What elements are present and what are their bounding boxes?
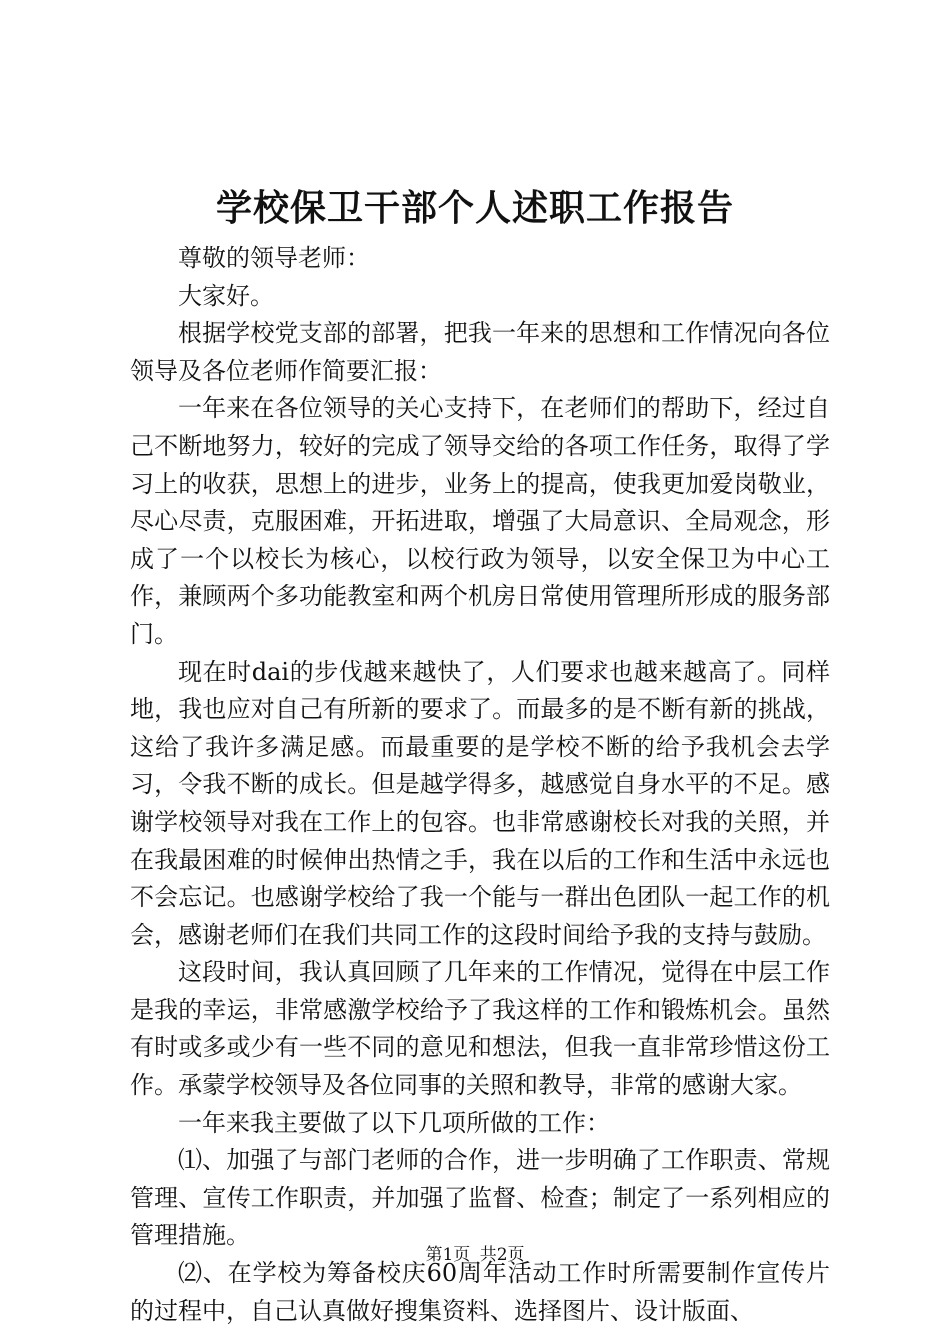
paragraph-review: 这段时间，我认真回顾了几年来的工作情况，觉得在中层工作是我的幸运，非常感激学校给予了我这样的工作和锻炼机会。虽然有时或多或少有一些不同的意见和想法，但我一直非常珍惜这份工作。承蒙学校领导及各位同事的关照和教导，非常的感谢大家。 [130, 958, 830, 1100]
salutation: 尊敬的领导老师： [178, 244, 370, 272]
list-item-2: ⑵、在学校为筹备校庆60周年活动工作时所需要制作宣传片的过程中，自己认真做好搜集资料、选择图片、设计版面、 [130, 1259, 830, 1325]
paragraph-work-heading: 一年来我主要做了以下几项所做的工作： [178, 1108, 610, 1137]
list-item-1: ⑴、加强了与部门老师的合作，进一步明确了工作职责、常规管理、宣传工作职责，并加强了监督、检查；制定了一系列相应的管理措施。 [130, 1146, 830, 1250]
greeting: 大家好。 [178, 281, 274, 310]
paragraph-reflection: 现在时dai的步伐越来越快了，人们要求也越来越高了。同样地，我也应对自己有所新的要求了。而最多的是不断有新的挑战，这给了我许多满足感。而最重要的是学校不断的给予我机会去学习，令我不断的成长。但是越学得多，越感觉自身水平的不足。感谢学校领导对我在工作上的包容。也非常感谢校长对我的关照，并在我最困难的时候伸出热情之手，我在以后的工作和生活中永远也不会忘记。也感谢学校给了我一个能与一群出色团队一起工作的机会，感谢老师们在我们共同工作的这段时间给予我的支持与鼓励。 [130, 657, 830, 949]
page-number: 第1页 [425, 1245, 471, 1265]
paragraph-summary: 一年来在各位领导的关心支持下，在老师们的帮助下，经过自己不断地努力，较好的完成了领导交给的各项工作任务，取得了学习上的收获，思想上的进步，业务上的提高，使我更加爱岗敬业，尽心尽责，克服困难，开拓进取，增强了大局意识、全局观念，形成了一个以校长为核心，以校行政为领导，以安全保卫为中心工作，兼顾两个多功能教室和两个机房日常使用管理所形成的服务部门。 [130, 394, 830, 648]
paragraph-intro: 根据学校党支部的部署，把我一年来的思想和工作情况向各位领导及各位老师作简要汇报： [130, 319, 830, 385]
page-total: 共2页 [479, 1245, 525, 1265]
document-body [130, 240, 830, 1330]
document-title: 学校保卫干部个人述职工作报告 [215, 187, 734, 229]
page-footer [0, 1244, 950, 1266]
